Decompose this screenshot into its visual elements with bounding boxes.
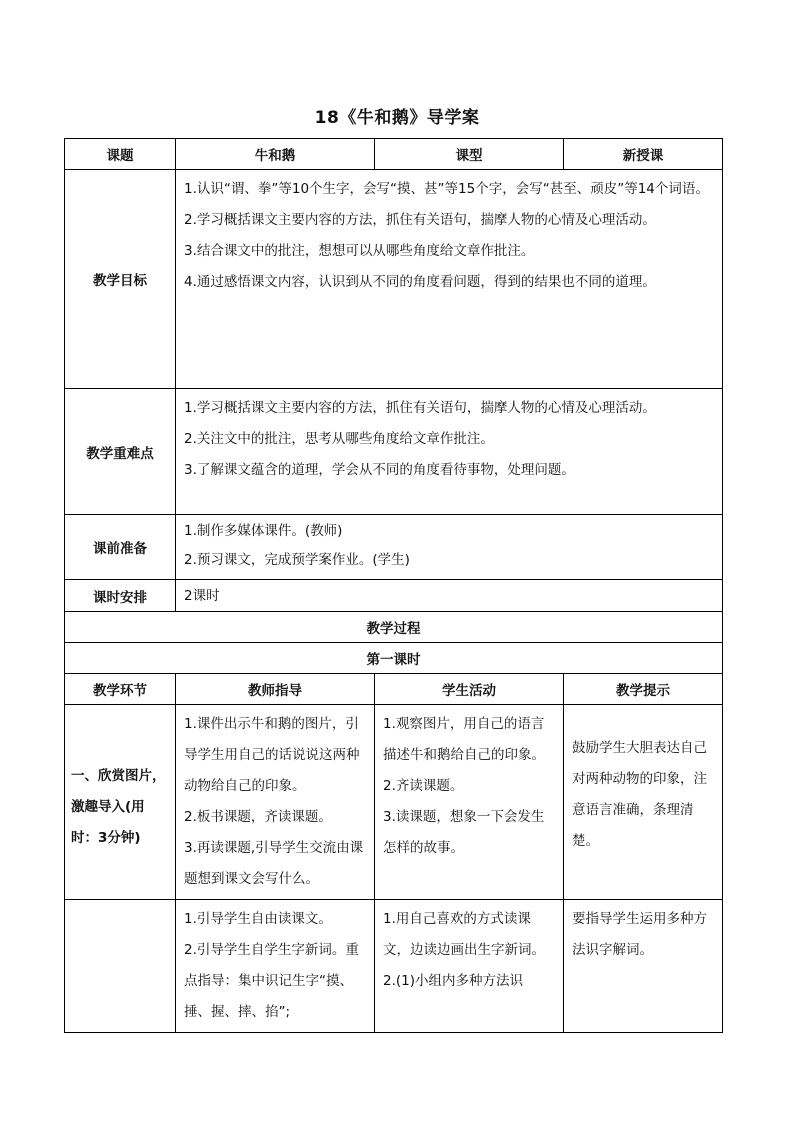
header-row <box>65 139 723 170</box>
teacher-step: 2.引导学生自学生字新词。重点指导：集中识记生字“摸、捶、握、摔、掐”; <box>184 942 359 1020</box>
goals-label: 教学目标 <box>65 170 176 389</box>
preparation-content <box>176 515 723 580</box>
schedule-row <box>65 580 723 612</box>
goals-content <box>176 170 723 389</box>
stage1-teacher <box>176 705 375 900</box>
column-header-teacher: 教师指导 <box>176 674 375 705</box>
preparation-label: 课前准备 <box>65 515 176 580</box>
stage1-row <box>65 705 723 900</box>
key-point-item: 2.关注文中的批注，思考从哪些角度给文章作批注。 <box>184 431 494 447</box>
preparation-item: 2.预习课文，完成预学案作业。(学生) <box>184 552 410 568</box>
goal-item: 2.学习概括课文主要内容的方法，抓住有关语句，揣摩人物的心情及心理活动。 <box>184 212 656 228</box>
column-header-row <box>65 674 723 705</box>
teacher-step: 2.板书课题，齐读课题。 <box>184 809 332 825</box>
stage1-label: 一、欣赏图片，激趣导入(用时：3分钟) <box>65 705 176 900</box>
student-step: 2.齐读课题。 <box>383 778 464 794</box>
stage2-tip: 要指导学生运用多种方法识字解词。 <box>564 900 723 1033</box>
schedule-label: 课时安排 <box>65 580 176 612</box>
student-step: 2.(1)小组内多种方法识 <box>383 973 524 989</box>
key-point-item: 3.了解课文蕴含的道理，学会从不同的角度看待事物，处理问题。 <box>184 462 575 478</box>
lesson-title: 第一课时 <box>65 643 723 674</box>
goals-row <box>65 170 723 389</box>
process-title: 教学过程 <box>65 612 723 643</box>
goal-item: 1.认识“谓、拳”等10个生字，会写“摸、甚”等15个字，会写“甚至、顽皮”等14个词语。 <box>184 181 709 197</box>
column-header-student: 学生活动 <box>375 674 564 705</box>
type-label: 课型 <box>375 139 564 170</box>
stage1-tip: 鼓励学生大胆表达自己对两种动物的印象，注意语言准确，条理清楚。 <box>564 705 723 900</box>
goal-item: 4.通过感悟课文内容，认识到从不同的角度看问题，得到的结果也不同的道理。 <box>184 274 656 290</box>
lesson-plan-table <box>64 138 723 1033</box>
column-header-stage: 教学环节 <box>65 674 176 705</box>
topic-label: 课题 <box>65 139 176 170</box>
document-title: 18《牛和鹅》导学案 <box>314 108 480 128</box>
stage2-teacher <box>176 900 375 1033</box>
process-title-row <box>65 612 723 643</box>
stage2-label <box>65 900 176 1033</box>
student-step: 1.观察图片，用自己的语言描述牛和鹅给自己的印象。 <box>383 716 545 763</box>
teacher-step: 3.再读课题,引导学生交流由课题想到课文会写什么。 <box>184 840 364 887</box>
student-step: 3.读课题，想象一下会发生怎样的故事。 <box>383 809 545 856</box>
key-points-content <box>176 389 723 515</box>
teacher-step: 1.引导学生自由读课文。 <box>184 911 332 927</box>
stage2-student <box>375 900 564 1033</box>
schedule-value: 2课时 <box>176 580 723 612</box>
topic-value: 牛和鹅 <box>176 139 375 170</box>
lesson-title-row <box>65 643 723 674</box>
preparation-row <box>65 515 723 580</box>
student-step: 1.用自己喜欢的方式读课文，边读边画出生字新词。 <box>383 911 545 958</box>
key-points-label: 教学重难点 <box>65 389 176 515</box>
goal-item: 3.结合课文中的批注，想想可以从哪些角度给文章作批注。 <box>184 243 535 259</box>
column-header-tip: 教学提示 <box>564 674 723 705</box>
teacher-step: 1.课件出示牛和鹅的图片，引导学生用自己的话说说这两种动物给自己的印象。 <box>184 716 360 794</box>
key-points-row <box>65 389 723 515</box>
stage1-student <box>375 705 564 900</box>
preparation-item: 1.制作多媒体课件。(教师) <box>184 523 343 539</box>
key-point-item: 1.学习概括课文主要内容的方法，抓住有关语句，揣摩人物的心情及心理活动。 <box>184 400 656 416</box>
stage2-row <box>65 900 723 1033</box>
type-value: 新授课 <box>564 139 723 170</box>
